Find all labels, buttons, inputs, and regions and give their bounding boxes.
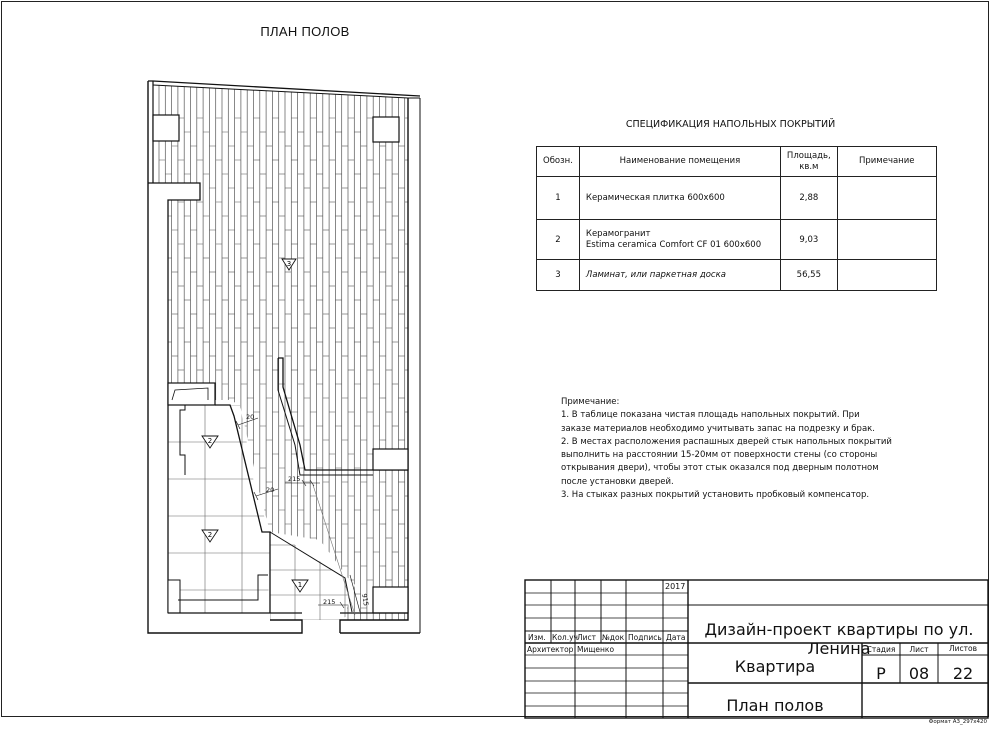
note-line: 3. На стыках разных покрытий установить пробковый компенсатор.	[561, 490, 870, 501]
dimension-label: 215	[323, 598, 336, 606]
stamp-col-izm: Изм.	[528, 633, 546, 642]
stamp-sheets: 22	[952, 664, 974, 683]
zone-marker-label: 2	[207, 437, 213, 445]
stamp-sheet-name: План полов	[726, 696, 824, 715]
stamp-col-ndoc: №док	[602, 633, 625, 642]
dimension-label: 20	[246, 413, 255, 421]
spec-header-area-line1: Площадь,	[786, 150, 831, 161]
stamp-col-signature: Подпись	[628, 633, 662, 642]
format-note: Формат А3_297х420	[928, 719, 987, 725]
note-line: открывания двери), чтобы этот стык оказался под дверным полотном	[561, 463, 879, 474]
spec-code: 3	[537, 260, 580, 291]
note-line: выполнить на расстоянии 15-20мм от поверхности стены (со стороны	[561, 450, 878, 461]
note-line: 1. В таблице показана чистая площадь напольных покрытий. При	[561, 410, 860, 421]
stamp-year: 2017	[665, 582, 686, 591]
dimension-label: 20	[266, 486, 275, 494]
stamp-role: Архитектор	[527, 645, 574, 654]
dimension-label: 915	[360, 592, 371, 607]
zone-marker-label: 3	[286, 260, 292, 268]
spec-code: 2	[537, 220, 580, 260]
note-line: 2. В местах расположения распашных дверей стык напольных покрытий	[561, 436, 892, 447]
spec-header-code: Обозн.	[537, 147, 580, 177]
note-line: заказе материалов необходимо учитывать запас на подрезку и брак.	[561, 423, 875, 434]
dimension-label: 215	[288, 475, 301, 483]
spec-code: 1	[537, 177, 580, 220]
spec-header-note: Примечание	[837, 147, 936, 177]
spec-header-name: Наименование помещения	[579, 147, 780, 177]
spec-name: Ламинат, или паркетная доска	[579, 260, 780, 291]
zone-marker-label: 1	[297, 581, 303, 589]
spec-area: 2,88	[780, 177, 837, 220]
notes-heading: Примечание:	[561, 397, 620, 407]
stamp-col-list: Лист	[577, 633, 597, 642]
stamp-object: Квартира	[734, 657, 816, 676]
note-line: после установки дверей.	[561, 476, 674, 487]
stamp-sheet: 08	[908, 664, 930, 683]
stamp-stage: Р	[876, 664, 886, 683]
stamp-project: Дизайн-проект квартиры по ул. Ленина	[704, 620, 974, 658]
spec-title: СПЕЦИФИКАЦИЯ НАПОЛЬНЫХ ПОКРЫТИЙ	[625, 119, 836, 130]
zone-marker-label: 2	[207, 531, 213, 539]
spec-header-area-line2: кв.м	[799, 161, 819, 172]
spec-name-line2: Estima ceramica Comfort CF 01 600x600	[585, 239, 762, 250]
stamp-sheet-label: Лист	[909, 645, 929, 654]
stamp-person: Мищенко	[577, 645, 615, 654]
stamp-stage-label: Стадия	[866, 645, 896, 654]
spec-area: 9,03	[780, 220, 837, 260]
stamp-col-kolich: Кол.уч	[552, 633, 578, 642]
drawing-title: ПЛАН ПОЛОВ	[260, 24, 350, 39]
spec-name-line1: Керамогранит	[585, 228, 651, 239]
spec-name: Керамическая плитка 600x600	[579, 177, 780, 220]
stamp-sheets-label: Листов	[948, 644, 977, 653]
spec-area: 56,55	[780, 260, 837, 291]
stamp-col-date: Дата	[666, 633, 686, 642]
